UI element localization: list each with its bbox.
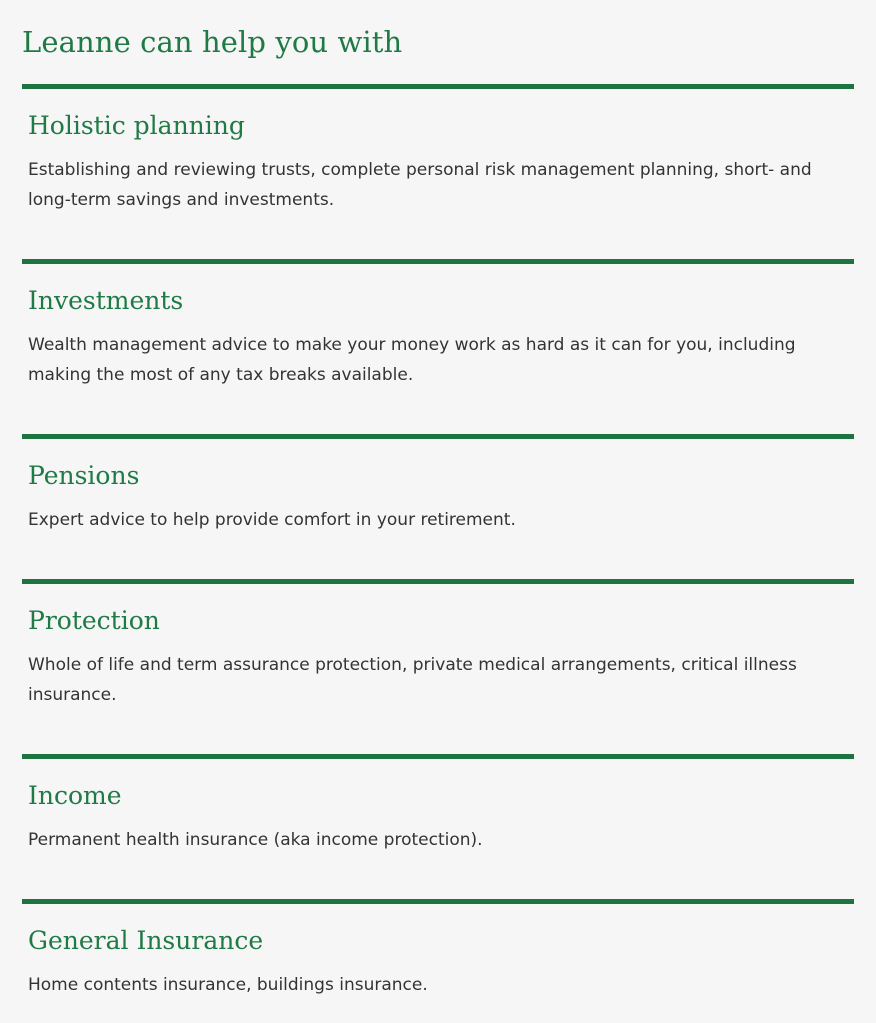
service-pensions <box>22 434 854 535</box>
service-title: Holistic planning <box>28 111 245 140</box>
service-title: Pensions <box>28 461 140 490</box>
service-description: Permanent health insurance (aka income protection). <box>28 830 483 850</box>
service-investments <box>22 259 854 390</box>
section-divider <box>22 434 854 439</box>
service-title: General Insurance <box>28 926 264 955</box>
service-description: Wealth management advice to make your money work as hard as it can for you, including making the most of any tax breaks available. <box>28 335 796 385</box>
service-title: Protection <box>28 606 160 635</box>
service-description: Expert advice to help provide comfort in your retirement. <box>28 510 516 530</box>
section-divider <box>22 259 854 264</box>
section-divider <box>22 899 854 904</box>
service-holistic-planning <box>22 84 854 215</box>
service-protection <box>22 579 854 710</box>
section-divider <box>22 84 854 89</box>
page-title: Leanne can help you with <box>22 25 403 59</box>
section-divider <box>22 579 854 584</box>
service-description: Whole of life and term assurance protection, private medical arrangements, critical illness insurance. <box>28 655 797 705</box>
section-divider <box>22 754 854 759</box>
service-description: Home contents insurance, buildings insurance. <box>28 975 428 995</box>
service-description: Establishing and reviewing trusts, complete personal risk management planning, short- and long-term savings and investments. <box>28 160 812 210</box>
service-title: Income <box>28 781 122 810</box>
service-title: Investments <box>28 286 184 315</box>
service-income <box>22 754 854 855</box>
service-general-insurance <box>22 899 854 1000</box>
